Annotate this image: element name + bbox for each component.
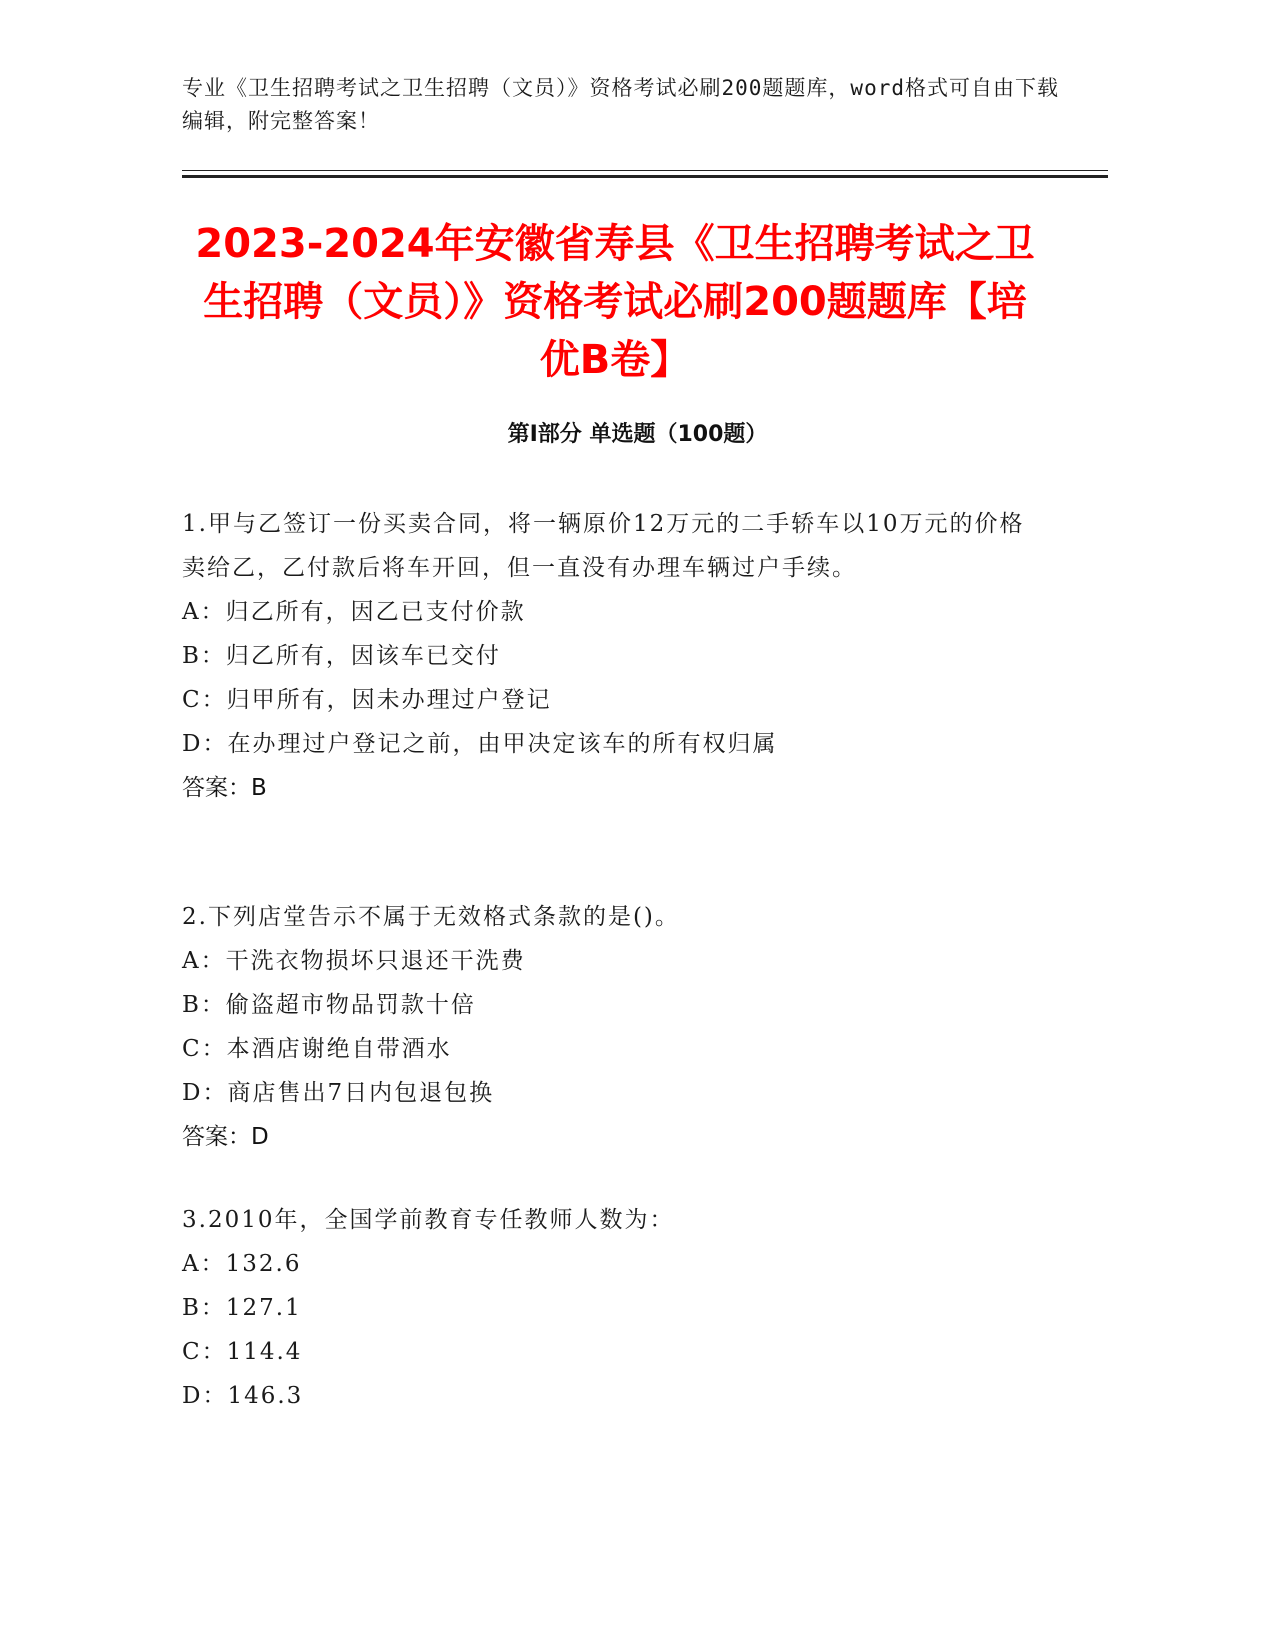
option-b: B：偷盗超市物品罚款十倍	[182, 992, 476, 1018]
option-c: C：114.4	[182, 1339, 303, 1365]
header-divider-thick	[182, 175, 1108, 178]
question-text: 2.下列店堂告示不属于无效格式条款的是()。	[182, 904, 680, 930]
question-text: 3.2010年，全国学前教育专任教师人数为：	[182, 1207, 675, 1233]
question-2	[182, 895, 1042, 1159]
option-d: D：在办理过户登记之前，由甲决定该车的所有权归属	[182, 731, 778, 757]
question-text: 1.甲与乙签订一份买卖合同，将一辆原价12万元的二手轿车以10万元的价格卖给乙，乙付款后将车开回，但一直没有办理车辆过户手续。	[182, 511, 1025, 581]
option-b: B：127.1	[182, 1295, 302, 1321]
option-c: C：归甲所有，因未办理过户登记	[182, 687, 552, 713]
answer-label: 答案：D	[182, 1124, 269, 1150]
option-d: D：146.3	[182, 1383, 304, 1409]
header-divider-thin	[182, 170, 1108, 171]
option-c: C：本酒店谢绝自带酒水	[182, 1036, 452, 1062]
option-a: A：132.6	[182, 1251, 302, 1277]
option-d: D：商店售出7日内包退包换	[182, 1080, 495, 1106]
answer-label: 答案：B	[182, 775, 267, 801]
header-note: 专业《卫生招聘考试之卫生招聘（文员）》资格考试必刷200题题库，word格式可自由下载编辑，附完整答案！	[182, 76, 1059, 133]
section-heading: 第I部分 单选题（100题）	[507, 422, 768, 447]
option-a: A：干洗衣物损坏只退还干洗费	[182, 948, 526, 974]
question-1	[182, 502, 1042, 810]
option-b: B：归乙所有，因该车已交付	[182, 643, 501, 669]
document-title: 2023-2024年安徽省寿县《卫生招聘考试之卫生招聘（文员）》资格考试必刷200题题库【培优B卷】	[195, 221, 1035, 383]
question-3	[182, 1198, 1042, 1418]
option-a: A：归乙所有，因乙已支付价款	[182, 599, 526, 625]
